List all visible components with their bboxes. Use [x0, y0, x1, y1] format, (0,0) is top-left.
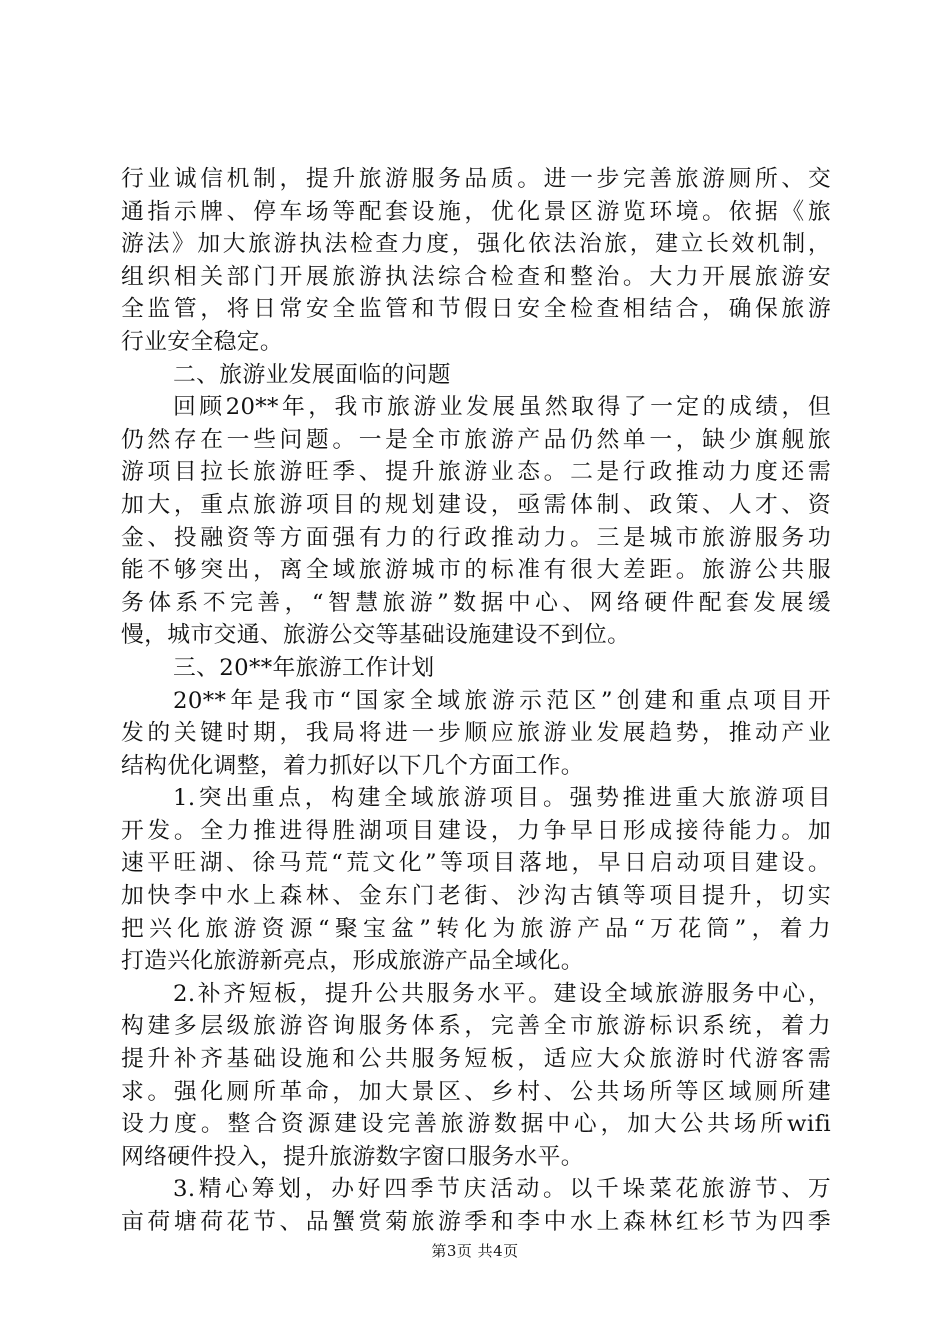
body-text-line: 速平旺湖、徐马荒“荒文化”等项目落地，早日启动项目建设。	[121, 850, 831, 877]
page-number-footer: 第3页 共4页	[431, 1242, 519, 1260]
paragraph-first-line: 2.补齐短板，提升公共服务水平。建设全域旅游服务中心，	[173, 980, 831, 1007]
paragraph-first-line: 回顾20**年，我市旅游业发展虽然取得了一定的成绩，但	[173, 394, 831, 421]
body-text-line: 发的关键时期，我局将进一步顺应旅游业发展趋势，推动产业	[121, 720, 831, 747]
body-text-line: 网络硬件投入，提升旅游数字窗口服务水平。	[121, 1143, 584, 1170]
body-text-line: 通指示牌、停车场等配套设施，优化景区游览环境。依据《旅	[121, 198, 831, 225]
body-text-line: 行业诚信机制，提升旅游服务品质。进一步完善旅游厕所、交	[121, 166, 831, 192]
body-text-line: 慢，城市交通、旅游公交等基础设施建设不到位。	[121, 622, 631, 649]
body-text-line: 把兴化旅游资源“聚宝盆”转化为旅游产品“万花筒”，着力	[121, 915, 831, 942]
paragraph-first-line: 3.精心筹划，办好四季节庆活动。以千垛菜花旅游节、万	[173, 1176, 831, 1203]
paragraph-first-line: 1.突出重点，构建全域旅游项目。强势推进重大旅游项目	[173, 785, 831, 812]
body-text-line: 行业安全稳定。	[121, 328, 284, 355]
body-text-line: 能不够突出，离全域旅游城市的标准有很大差距。旅游公共服	[121, 557, 831, 584]
document-body	[121, 163, 831, 1239]
body-text-line: 求。强化厕所革命，加大景区、乡村、公共场所等区域厕所建	[121, 1078, 831, 1105]
body-text-line: 仍然存在一些问题。一是全市旅游产品仍然单一，缺少旗舰旅	[121, 426, 831, 453]
body-text-line: 提升补齐基础设施和公共服务短板，适应大众旅游时代游客需	[121, 1046, 831, 1073]
body-text-line: 加快李中水上森林、金东门老街、沙沟古镇等项目提升，切实	[121, 883, 831, 910]
body-text-line: 构建多层级旅游咨询服务体系，完善全市旅游标识系统，着力	[121, 1013, 831, 1040]
body-text-line: 开发。全力推进得胜湖项目建设，力争早日形成接待能力。加	[121, 817, 831, 844]
body-text-line: 亩荷塘荷花节、品蟹赏菊旅游季和李中水上森林红杉节为四季	[121, 1209, 831, 1235]
body-text-line: 设力度。整合资源建设完善旅游数据中心，加大公共场所wifi	[121, 1111, 831, 1138]
body-text-line: 加大，重点旅游项目的规划建设，亟需体制、政策、人才、资	[121, 491, 831, 518]
body-text-line: 务体系不完善，“智慧旅游”数据中心、网络硬件配套发展缓	[121, 589, 831, 616]
section-heading: 二、旅游业发展面临的问题	[173, 361, 451, 388]
body-text-line: 全监管，将日常安全监管和节假日安全检查相结合，确保旅游	[121, 296, 831, 323]
paragraph-first-line: 20**年是我市“国家全域旅游示范区”创建和重点项目开	[173, 687, 831, 714]
section-heading: 三、20**年旅游工作计划	[173, 654, 435, 681]
body-text-line: 游项目拉长旅游旺季、提升旅游业态。二是行政推动力度还需	[121, 459, 831, 486]
body-text-line: 结构优化调整，着力抓好以下几个方面工作。	[121, 752, 584, 779]
body-text-line: 组织相关部门开展旅游执法综合检查和整治。大力开展旅游安	[121, 263, 831, 290]
body-text-line: 打造兴化旅游新亮点，形成旅游产品全域化。	[121, 948, 584, 975]
body-text-line: 游法》加大旅游执法检查力度，强化依法治旅，建立长效机制，	[121, 231, 831, 258]
body-text-line: 金、投融资等方面强有力的行政推动力。三是城市旅游服务功	[121, 524, 831, 551]
